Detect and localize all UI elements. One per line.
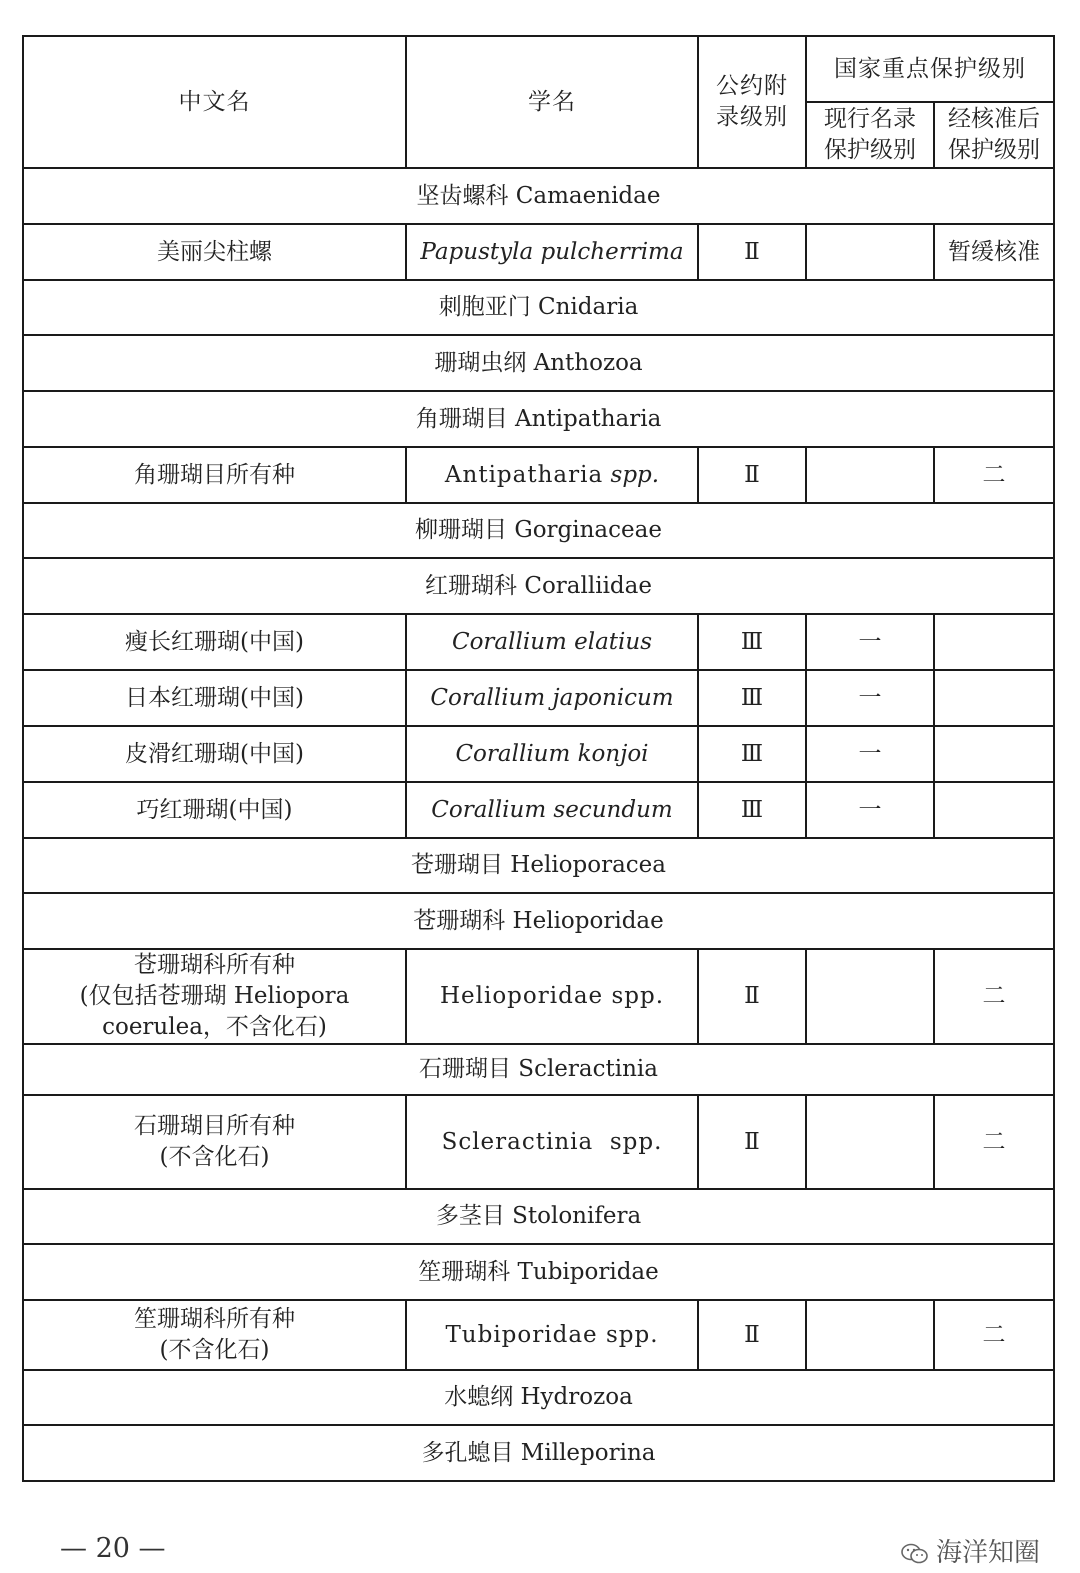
species-row [23, 224, 1054, 280]
cell-cites-appendix: Ⅱ [698, 1300, 806, 1370]
cell-scientific-name: Tubiporidae spp. [406, 1300, 698, 1370]
chinese-name-line: 苍珊瑚科所有种 [134, 952, 295, 978]
header-scientific-name: 学名 [406, 36, 698, 168]
cell-scientific-name: Corallium japonicum [406, 670, 698, 726]
cell-current-level [806, 224, 934, 280]
cell-approved-level [934, 782, 1054, 838]
cell-current-level: 一 [806, 614, 934, 670]
group-row [23, 893, 1054, 949]
taxon-group-label: 刺胞亚门 Cnidaria [23, 280, 1054, 335]
group-row [23, 1044, 1054, 1095]
watermark [900, 1532, 1040, 1569]
cell-approved-level: 二 [934, 447, 1054, 503]
cell-current-level [806, 447, 934, 503]
group-row [23, 1189, 1054, 1244]
taxon-group-label: 红珊瑚科 Coralliidae [23, 558, 1054, 614]
page-number: — 20 — [60, 1533, 166, 1564]
group-row [23, 838, 1054, 893]
taxon-group-label: 苍珊瑚科 Helioporidae [23, 893, 1054, 949]
cell-cites-appendix: Ⅱ [698, 224, 806, 280]
header-row [23, 36, 1054, 102]
group-row [23, 1244, 1054, 1300]
header-cites-line2: 录级别 [716, 104, 788, 130]
header-cites-appendix [698, 36, 806, 168]
scientific-genus: Antipatharia [444, 461, 604, 488]
group-row [23, 558, 1054, 614]
cell-approved-level [934, 614, 1054, 670]
cell-current-level [806, 949, 934, 1044]
cell-scientific-name: Helioporidae spp. [406, 949, 698, 1044]
cell-scientific-name: Corallium secundum [406, 782, 698, 838]
species-row [23, 949, 1054, 1044]
taxon-group-label: 水螅纲 Hydrozoa [23, 1370, 1054, 1425]
cell-cites-appendix: Ⅲ [698, 726, 806, 782]
cell-current-level: 一 [806, 670, 934, 726]
cell-current-level: 一 [806, 726, 934, 782]
cell-scientific-name: Papustyla pulcherrima [406, 224, 698, 280]
species-row [23, 782, 1054, 838]
species-row [23, 670, 1054, 726]
cell-scientific-name: Corallium elatius [406, 614, 698, 670]
chinese-name-line: 石珊瑚目所有种 [134, 1113, 295, 1139]
cell-approved-level: 二 [934, 1300, 1054, 1370]
cell-chinese-name [23, 1095, 406, 1189]
cell-scientific-name [406, 447, 698, 503]
header-chinese-name: 中文名 [23, 36, 406, 168]
cell-chinese-name: 巧红珊瑚(中国) [23, 782, 406, 838]
taxon-group-label: 苍珊瑚目 Helioporacea [23, 838, 1054, 893]
group-row [23, 1425, 1054, 1481]
chinese-name-line: 笙珊瑚科所有种 [134, 1306, 295, 1332]
group-row [23, 168, 1054, 224]
cell-scientific-name: Scleractinia spp. [406, 1095, 698, 1189]
cell-chinese-name: 角珊瑚目所有种 [23, 447, 406, 503]
header-cites-line1: 公约附 [716, 73, 788, 99]
species-row [23, 1300, 1054, 1370]
cell-chinese-name [23, 1300, 406, 1370]
group-row [23, 391, 1054, 447]
cell-cites-appendix: Ⅱ [698, 1095, 806, 1189]
header-current-line2: 保护级别 [824, 137, 916, 163]
chinese-name-line: (不含化石) [159, 1144, 270, 1170]
scientific-spp: spp. [610, 461, 660, 488]
cell-cites-appendix: Ⅱ [698, 949, 806, 1044]
chinese-name-line: (不含化石) [159, 1337, 270, 1363]
group-row [23, 335, 1054, 391]
header-current-level [806, 102, 934, 168]
species-row [23, 726, 1054, 782]
taxon-group-label: 笙珊瑚科 Tubiporidae [23, 1244, 1054, 1300]
taxon-group-label: 珊瑚虫纲 Anthozoa [23, 335, 1054, 391]
cell-current-level [806, 1095, 934, 1189]
header-current-line1: 现行名录 [824, 106, 916, 132]
cell-approved-level: 二 [934, 1095, 1054, 1189]
species-protection-table [22, 35, 1055, 1482]
header-approved-line2: 保护级别 [948, 137, 1040, 163]
cell-approved-level: 暂缓核准 [934, 224, 1054, 280]
header-national-protection: 国家重点保护级别 [806, 36, 1054, 102]
cell-approved-level [934, 670, 1054, 726]
cell-chinese-name: 日本红珊瑚(中国) [23, 670, 406, 726]
chinese-name-line: coerulea，不含化石) [102, 1014, 327, 1040]
header-approved-line1: 经核准后 [948, 106, 1040, 132]
cell-approved-level [934, 726, 1054, 782]
cell-current-level [806, 1300, 934, 1370]
taxon-group-label: 坚齿螺科 Camaenidae [23, 168, 1054, 224]
species-row [23, 1095, 1054, 1189]
cell-approved-level: 二 [934, 949, 1054, 1044]
taxon-group-label: 柳珊瑚目 Gorginaceae [23, 503, 1054, 558]
species-row [23, 614, 1054, 670]
chinese-name-line: (仅包括苍珊瑚 Heliopora [79, 983, 350, 1009]
cell-current-level: 一 [806, 782, 934, 838]
taxon-group-label: 角珊瑚目 Antipatharia [23, 391, 1054, 447]
cell-scientific-name: Corallium konjoi [406, 726, 698, 782]
cell-cites-appendix: Ⅲ [698, 782, 806, 838]
cell-chinese-name [23, 949, 406, 1044]
species-row [23, 447, 1054, 503]
taxon-group-label: 石珊瑚目 Scleractinia [23, 1044, 1054, 1095]
header-approved-level [934, 102, 1054, 168]
cell-cites-appendix: Ⅲ [698, 670, 806, 726]
cell-chinese-name: 瘦长红珊瑚(中国) [23, 614, 406, 670]
cell-cites-appendix: Ⅲ [698, 614, 806, 670]
cell-cites-appendix: Ⅱ [698, 447, 806, 503]
taxon-group-label: 多茎目 Stolonifera [23, 1189, 1054, 1244]
group-row [23, 503, 1054, 558]
group-row [23, 280, 1054, 335]
group-row [23, 1370, 1054, 1425]
taxon-group-label: 多孔螅目 Milleporina [23, 1425, 1054, 1481]
watermark-text: 海洋知圈 [936, 1538, 1041, 1568]
cell-chinese-name: 美丽尖柱螺 [23, 224, 406, 280]
cell-chinese-name: 皮滑红珊瑚(中国) [23, 726, 406, 782]
